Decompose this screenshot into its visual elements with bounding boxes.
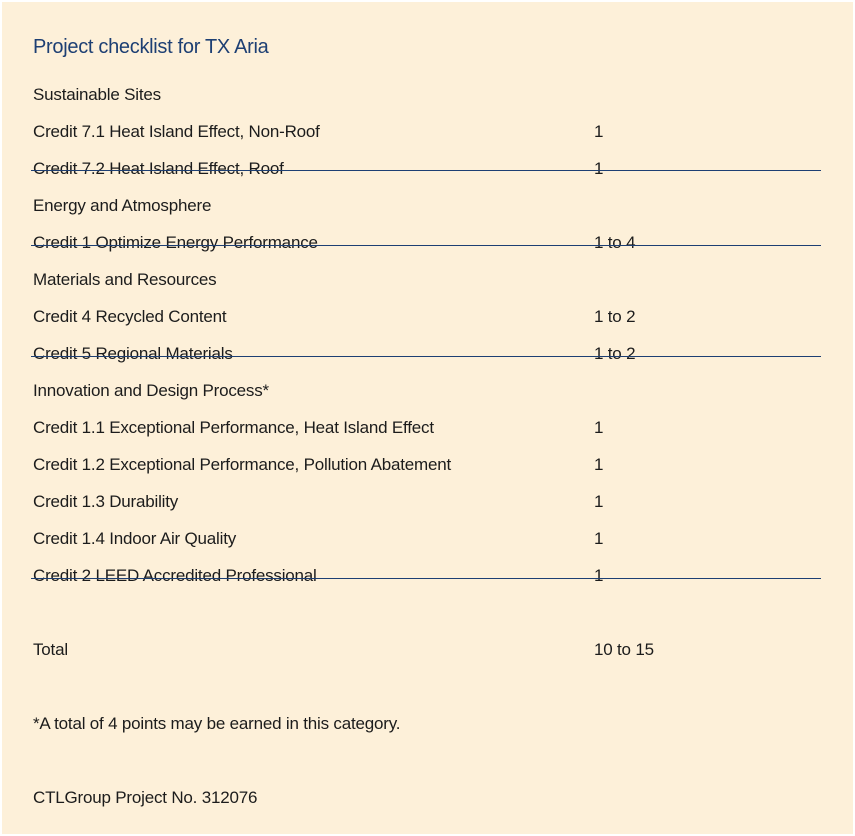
checklist-row: [33, 296, 821, 333]
checklist-row: [33, 444, 821, 481]
total-label: Total: [33, 640, 68, 659]
credit-label: Credit 7.2 Heat Island Effect, Roof: [33, 159, 284, 178]
credit-label: Credit 2 LEED Accredited Professional: [33, 566, 317, 585]
total-points: 10 to 15: [594, 640, 654, 659]
checklist-row: [33, 407, 821, 444]
section-divider: [31, 170, 821, 171]
credit-points: 1: [594, 455, 604, 474]
credit-label: Credit 1.3 Durability: [33, 492, 179, 511]
credit-label: Credit 4 Recycled Content: [33, 307, 227, 326]
credit-label: Credit 1.4 Indoor Air Quality: [33, 529, 237, 548]
checklist-row: [33, 481, 821, 518]
section-heading-label: Materials and Resources: [33, 270, 217, 289]
credit-points: 1 to 2: [594, 344, 636, 363]
checklist-row: [33, 333, 821, 370]
section-heading-sustainable-sites: [33, 74, 821, 111]
credit-points: 1: [594, 122, 604, 141]
total-row: [33, 629, 821, 666]
checklist-row: [33, 555, 821, 592]
section-heading-label: Energy and Atmosphere: [33, 196, 212, 215]
checklist-title: Project checklist for TX Aria: [33, 36, 269, 58]
section-divider: [31, 245, 821, 246]
credit-label: Credit 7.1 Heat Island Effect, Non-Roof: [33, 122, 320, 141]
credit-points: 1 to 2: [594, 307, 636, 326]
footnote: *A total of 4 points may be earned in this category.: [33, 714, 401, 733]
section-heading-innovation-design: [33, 370, 821, 407]
credit-points: 1: [594, 492, 604, 511]
credit-points: 1: [594, 566, 604, 585]
section-heading-label: Sustainable Sites: [33, 85, 161, 104]
credit-label: Credit 5 Regional Materials: [33, 344, 233, 363]
credit-points: 1: [594, 159, 604, 178]
section-heading-label: Innovation and Design Process*: [33, 381, 269, 400]
credit-label: Credit 1.1 Exceptional Performance, Heat Island Effect: [33, 418, 434, 437]
credit-points: 1: [594, 418, 604, 437]
checklist-row: [33, 222, 821, 259]
project-number: CTLGroup Project No. 312076: [33, 788, 258, 807]
checklist-row: [33, 148, 821, 185]
checklist-row: [33, 111, 821, 148]
credit-points: 1 to 4: [594, 233, 636, 252]
checklist-panel: [2, 2, 853, 834]
section-divider: [31, 356, 821, 357]
credit-label: Credit 1.2 Exceptional Performance, Pollution Abatement: [33, 455, 452, 474]
section-divider: [31, 578, 821, 579]
checklist-row: [33, 518, 821, 555]
section-heading-energy-atmosphere: [33, 185, 821, 222]
credit-label: Credit 1 Optimize Energy Performance: [33, 233, 318, 252]
section-heading-materials-resources: [33, 259, 821, 296]
credit-points: 1: [594, 529, 604, 548]
